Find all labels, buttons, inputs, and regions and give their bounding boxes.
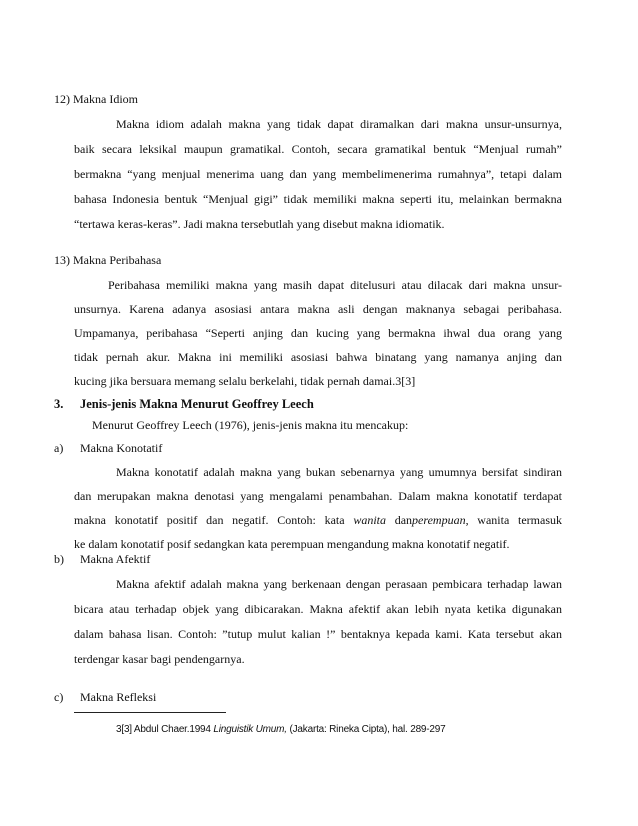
paragraph-line-mixed: makna konotatif positif dan negatif. Contoh: kata wanita danperempuan, wanita termasuk [74,513,562,527]
chapter-heading: Jenis-jenis Makna Menurut Geoffrey Leech [80,397,314,411]
list-label-b: b) [54,552,64,566]
paragraph-line: baik secara leksikal maupun gramatikal. Contoh, secara gramatikal bentuk “Menjual rumah” [74,142,562,156]
footnote-rule [74,712,226,713]
subsection-heading-afektif: Makna Afektif [80,552,151,566]
paragraph-line: ke dalam konotatif posif sedangkan kata perempuan mengandung makna konotatif negatif. [74,537,510,551]
chapter-intro: Menurut Geoffrey Leech (1976), jenis-jenis makna itu mencakup: [92,418,409,432]
section-heading-makna-idiom: 12) Makna Idiom [54,92,138,106]
chapter-number: 3. [54,397,64,411]
paragraph-line: dalam bahasa lisan. Contoh: ”tutup mulut kalian !” bentaknya kepada kami. Kata tersebut akan [74,627,562,641]
paragraph-line: dan merupakan makna denotasi yang mengalami penambahan. Dalam makna konotatif terdapat [74,489,562,503]
paragraph-line: unsurnya. Karena adanya asosiasi antara makna asli dengan maknanya sebagai peribahasa. [74,302,562,316]
paragraph-line: bicara atau terhadap objek yang dibicarakan. Makna afektif akan lebih nyata ketika digunakan [74,602,562,616]
paragraph-line: kucing jika bersuara memang selalu berkelahi, tidak pernah damai.3[3] [74,374,416,388]
list-label-c: c) [54,690,64,704]
example-word-wanita: wanita [353,513,386,527]
paragraph-line: bermakna “yang menjual menerima uang dan yang membelimenerima rumahnya”, tetapi dalam [74,167,562,181]
footnote: 3[3] Abdul Chaer.1994 Linguistik Umum, (Jakarta: Rineka Cipta), hal. 289-297 [116,724,446,735]
paragraph-line: Umpamanya, peribahasa “Seperti anjing dan kucing yang bermakna ihwal dua orang yang [74,326,562,340]
list-label-a: a) [54,441,64,455]
paragraph-line: Makna idiom adalah makna yang tidak dapat diramalkan dari makna unsur-unsurnya, [116,117,562,131]
subsection-heading-konotatif: Makna Konotatif [80,441,163,455]
paragraph-line: tidak pernah akur. Makna ini memiliki asosiasi bahwa binatang yang namanya anjing dan [74,350,562,364]
example-word-perempuan: perempuan [412,513,466,527]
paragraph-line: terdengar kasar bagi pendengarnya. [74,652,245,666]
subsection-heading-refleksi: Makna Refleksi [80,690,157,704]
paragraph-line: Peribahasa memiliki makna yang masih dapat ditelusuri atau dilacak dari makna unsur- [108,278,562,292]
footnote-book-title: Linguistik Umum, [213,724,287,735]
paragraph-line: Makna afektif adalah makna yang berkenaan dengan perasaan pembicara terhadap lawan [116,577,562,591]
paragraph-line: “tertawa keras-keras”. Jadi makna tersebutlah yang disebut makna idiomatik. [74,217,445,231]
paragraph-line: bahasa Indonesia bentuk “Menjual gigi” tidak memiliki makna seperti itu, melainkan bermakna [74,192,562,206]
section-heading-makna-peribahasa: 13) Makna Peribahasa [54,253,162,267]
paragraph-line: Makna konotatif adalah makna yang bukan sebenarnya yang umumnya bersifat sindiran [116,465,562,479]
